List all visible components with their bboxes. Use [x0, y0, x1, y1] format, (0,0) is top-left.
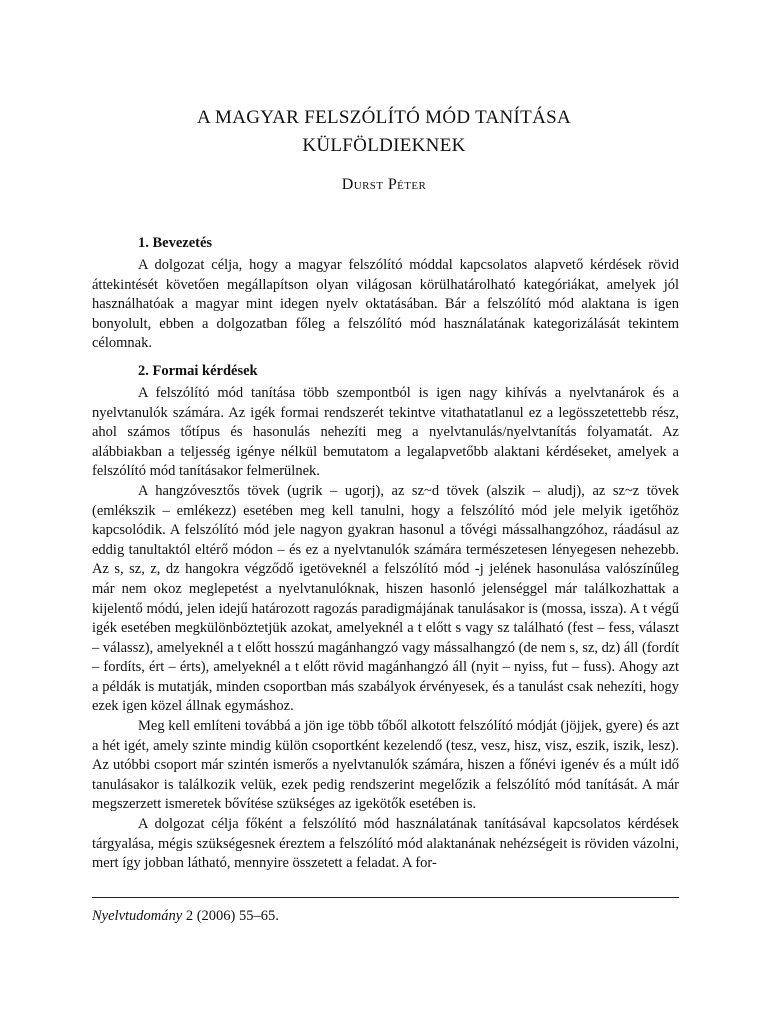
- title-line-1: A MAGYAR FELSZÓLÍTÓ MÓD TANÍTÁSA: [196, 107, 571, 128]
- paragraph: A felszólító mód tanítása több szempontból is igen nagy kihívás a nyelvtanárok és a nyelvtanulók számára. Az igék formai rendszerét tekintve vitathatatlanul ez a legösszetettebb rész, ahol számos tőtípus és hasonulás nehezíti meg a nyelvtanulás/nyelvtanítás folyamatát. Az alábbiakban a teljesség igénye nélkül bemutatom a legalapvetőbb alaktani kérdéseket, amelyek a felszólító mód tanításakor felmerülnek.: [92, 384, 679, 480]
- citation-details: 2 (2006) 55–65.: [182, 908, 279, 924]
- section-heading-introduction: 1. Bevezetés: [138, 235, 213, 251]
- title-line-2: KÜLFÖLDIEKNEK: [302, 135, 466, 156]
- journal-name: Nyelvtudomány: [92, 908, 183, 924]
- paragraph: A dolgozat célja, hogy a magyar felszólító móddal kapcsolatos alapvető kérdések rövid áttekintését követően megállapítson olyan világosan körülhatárolható kategóriákat, amelyek jól használhatóak a magyar mint idegen nyelv oktatásában. Bár a felszólító mód alaktana is igen bonyolult, ebben a dolgozatban főleg a felszólító mód használatának kategorizálását tekintem célomnak.: [92, 257, 679, 352]
- section-heading-formal-questions: 2. Formai kérdések: [138, 362, 258, 379]
- paragraph: A hangzóvesztős tövek (ugrik – ugorj), az sz~d tövek (alszik – aludj), az sz~z tövek (emlékszik – emlékezz) esetében meg kell tanulni, hogy a felszólító mód jele melyik igetőhöz kapcsolódik. A felszólító mód jele nagyon gyakran hasonul a tővégi mássalhangzóhoz, ráadásul az eddig tanultaktól eltérő módon – és ez a nyelvtanulók számára természetesen lényegesen nehezebb. Az s, sz, z, dz hangokra végződő igetöveknél a felszólító mód -j jelének hasonulása valószínűleg már nem okoz meglepetést a nyelvtanulóknak, hiszen hasonló jelenséggel már találkozhattak a kijelentő módú, jelen idejű határozott ragozás paradigmájának tanulásakor is (mossa, issza). A t végű igék esetében megkülönböztetjük azokat, amelyeknél a t előtt s vagy sz található (fest – fess, választ – válassz), amelyeknél a t előtt hosszú magánhangzó vagy mássalhangzó (de nem s, sz, dz) áll (fordít – fordíts, ért – érts), amelyeknél a t előtt rövid magánhangzó áll (nyit – nyiss, fut – fuss). Ahogy azt a példák is mutatják, minden csoportban más szabályok érvényesek, és a tanulást csak nehezíti, hogy ezek igen közel állnak egymáshoz.: [92, 482, 679, 715]
- article-author: Durst Péter: [341, 176, 427, 193]
- paragraph: A dolgozat célja főként a felszólító mód használatának tanításával kapcsolatos kérdések tárgyalása, mégis szükségesnek éreztem a felszólító mód alaktanának nehézségeit is röviden vázolni, mert így jobban látható, mennyire összetett a feladat. A for-: [92, 816, 679, 872]
- paragraph: Meg kell említeni továbbá a jön ige több tőből alkotott felszólító módját (jöjjek, gyere) és azt a hét igét, amely szinte mindig külön csoportként kezelendő (tesz, vesz, hisz, visz, eszik, iszik, lesz). Az utóbbi csoport már szintén ismerős a nyelvtanulók számára, hiszen a főnévi igenév és a múlt idő tanulásakor is találkozik velük, ezek pedig rendszerint megelőzik a felszólító mód tanítását. A már megszerzett ismeretek bővítése szükséges az igekötők esetében is.: [92, 718, 679, 813]
- article-body: [92, 232, 679, 874]
- article-title: [0, 104, 768, 160]
- footer-rule: [92, 897, 679, 898]
- footer-citation: [92, 908, 279, 925]
